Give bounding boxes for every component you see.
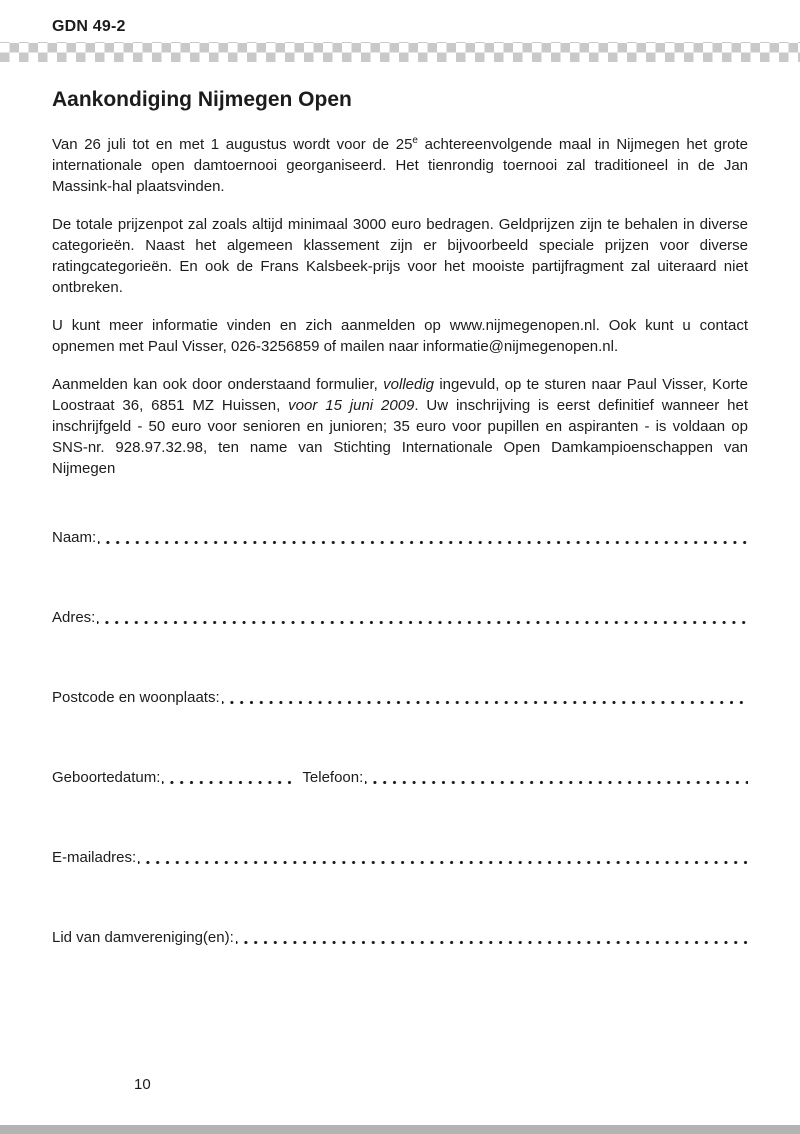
dotted-fill-line [365,767,748,788]
registration-form [52,527,748,948]
text-segment: Van 26 juli tot en met 1 augustus wordt voor de 25 [52,136,413,153]
paragraph [52,134,748,197]
dotted-fill-line [236,927,748,948]
paragraph [52,374,748,479]
issue-label: GDN 49-2 [52,18,126,35]
form-field-label: E-mailadres: [52,849,137,866]
text-segment: achtereenvolgende maal in Nijmegen het grote internationale open damtoernooi georganiseerd. Het tienrondig toernooi zal traditioneel in de Jan Massink-hal plaatsvinden. [52,136,748,195]
text-segment-sup: e [412,135,418,146]
article-body [52,134,748,479]
dotted-fill-line [97,607,748,628]
dotted-fill-line [222,687,748,708]
form-row [52,927,748,948]
text-segment: Aanmelden kan ook door onderstaand formulier, [52,376,384,393]
form-row [52,687,748,708]
text-segment: U kunt meer informatie vinden en zich aanmelden op www.nijmegenopen.nl. Ook kunt u contact opnemen met Paul Visser, 026-3256859 of mailen naar informatie@nijmegenopen.nl. [52,317,748,355]
dotted-fill-line [138,847,748,868]
form-row [52,607,748,628]
text-segment: De totale prijzenpot zal zoals altijd minimaal 3000 euro bedragen. Geldprijzen zijn te behalen in diverse categorieën. Naast het algemeen klassement zijn er bijvoorbeeld speciale prijzen voor diverse ratingcategorieën. En ook de Frans Kalsbeek-prijs voor het mooiste partijfragment zal uiteraard niet ontbreken. [52,216,748,296]
paragraph [52,214,748,298]
form-field-label: Naam: [52,529,97,546]
text-segment: ingevuld, op te sturen naar Paul Visser, Korte Loostraat 36, 6851 MZ Huissen, [52,376,748,414]
article-title: Aankondiging Nijmegen Open [52,88,352,111]
checkered-divider [0,42,800,62]
form-field-label: Geboortedatum: [52,769,161,786]
dotted-fill-line [162,767,296,788]
form-field-label: Lid van damvereniging(en): [52,929,234,946]
text-segment-italic: voor 15 juni 2009 [288,397,415,414]
page-number: 10 [134,1076,151,1093]
text-segment: . Uw inschrijving is eerst definitief wanneer het inschrijfgeld - 50 euro voor senioren en junioren; 35 euro voor pupillen en aspiranten - is voldaan op SNS-nr. 928.97.32.98, ten name van Stichting Internationale Open Damkampioenschappen van Nijmegen [52,397,748,477]
text-segment-italic: volledig [383,376,435,393]
dotted-fill-line [98,527,748,548]
form-row [52,847,748,868]
form-field-label: Postcode en woonplaats: [52,689,220,706]
article [52,88,748,1007]
form-row [52,767,748,788]
footer-band [0,1125,800,1134]
page-header [52,18,126,36]
form-field-label: Telefoon: [302,769,364,786]
paragraph [52,315,748,357]
form-field-label: Adres: [52,609,96,626]
form-row [52,527,748,548]
